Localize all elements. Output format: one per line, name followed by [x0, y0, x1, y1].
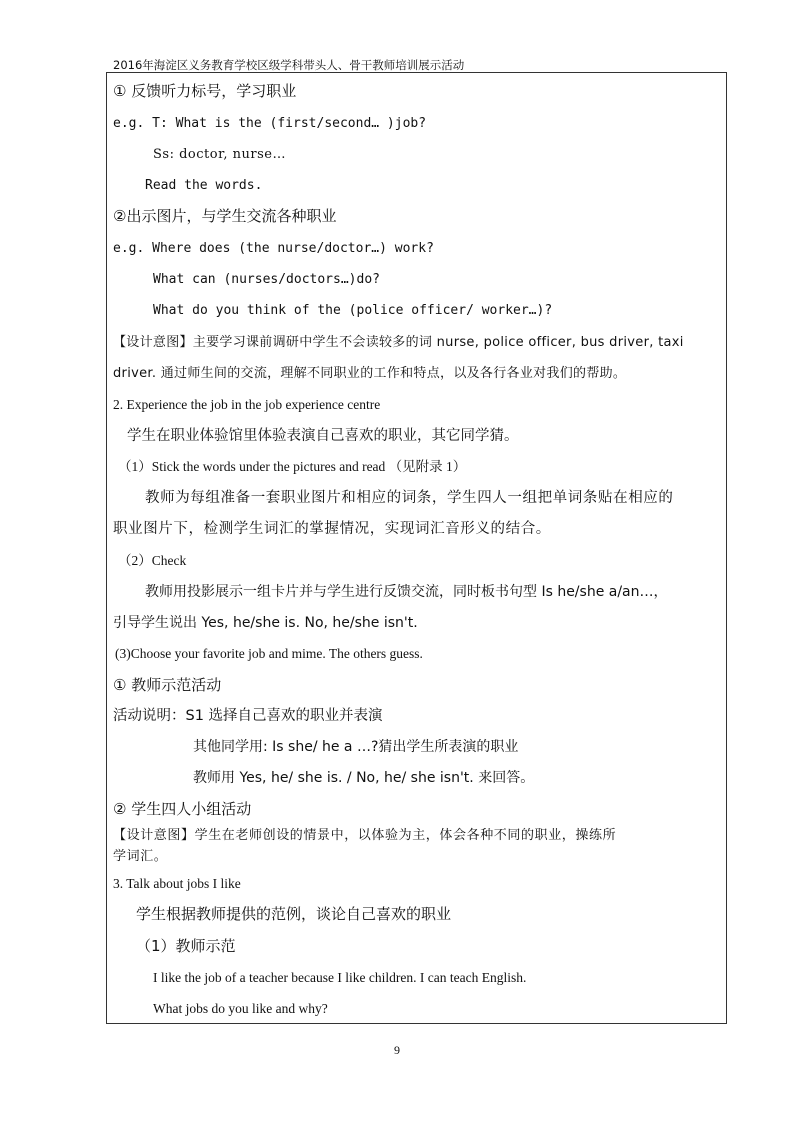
substep-1-desc-line-2: 职业图片下，检测学生词汇的掌握情况，实现词汇音形义的结合。	[113, 521, 551, 537]
section-3-title: 3. Talk about jobs I like	[113, 876, 241, 891]
substep-2-desc-line-2: 引导学生说出 Yes, he/she is. No, he/she isn't.	[113, 615, 418, 631]
substep-1-desc-line-1: 教师为每组准备一套职业图片和相应的词条，学生四人一组把单词条贴在相应的	[145, 490, 674, 506]
read-instruction: Read the words.	[145, 178, 263, 193]
group-activity-heading: ② 学生四人小组活动	[113, 800, 252, 818]
substep-1-title: （1）Stick the words under the pictures and read （见附录 1）	[118, 459, 467, 474]
design-intent-2-line-2: 学词汇。	[113, 849, 168, 864]
activity-teacher-answer: 教师用 Yes, he/ she is. / No, he/ she isn't. 来回答。	[193, 770, 535, 786]
step-1-heading: ① 反馈听力标号，学习职业	[113, 82, 297, 100]
step-2-heading: ②出示图片，与学生交流各种职业	[113, 207, 337, 225]
page-header: 2016年海淀区义务教育学校区级学科带头人、骨干教师培训展示活动	[113, 58, 465, 72]
example-where: e.g. Where does (the nurse/doctor…) work?	[113, 241, 434, 256]
section-3-intro: 学生根据教师提供的范例，谈论自己喜欢的职业	[136, 905, 452, 923]
substep-3-title: (3)Choose your favorite job and mime. The others guess.	[115, 646, 423, 661]
design-intent-1-line-2: driver. 通过师生间的交流，理解不同职业的工作和特点，以及各行各业对我们的帮助。	[113, 366, 627, 381]
design-intent-2-line-1: 【设计意图】学生在老师创设的情景中，以体验为主，体会各种不同的职业，操练所	[113, 828, 617, 843]
teacher-example-question: What jobs do you like and why?	[153, 1001, 328, 1016]
section-2-title: 2. Experience the job in the job experience centre	[113, 397, 381, 412]
example-answer: Ss: doctor, nurse…	[153, 147, 286, 162]
section-2-intro: 学生在职业体验馆里体验表演自己喜欢的职业，其它同学猜。	[127, 428, 519, 444]
section-3-substep-1: （1）教师示范	[136, 937, 236, 955]
design-intent-1-line-1: 【设计意图】主要学习课前调研中学生不会读较多的词 nurse, police officer, bus driver, taxi	[113, 335, 684, 350]
teacher-demo-heading: ① 教师示范活动	[113, 676, 222, 694]
substep-2-title: （2）Check	[118, 553, 187, 568]
example-think: What do you think of the (police officer/ worker…)?	[153, 303, 553, 318]
activity-description: 活动说明：S1 选择自己喜欢的职业并表演	[113, 708, 383, 724]
teacher-example-sentence: I like the job of a teacher because I like children. I can teach English.	[153, 970, 527, 985]
activity-others-guess: 其他同学用: Is she/ he a …?猜出学生所表演的职业	[193, 739, 519, 755]
substep-2-desc-line-1: 教师用投影展示一组卡片并与学生进行反馈交流，同时板书句型 Is he/she a/an…，	[145, 584, 668, 600]
page-number: 9	[394, 1043, 400, 1057]
example-question: e.g. T: What is the (first/second… )job?	[113, 116, 427, 131]
example-what-can: What can (nurses/doctors…)do?	[153, 272, 380, 287]
